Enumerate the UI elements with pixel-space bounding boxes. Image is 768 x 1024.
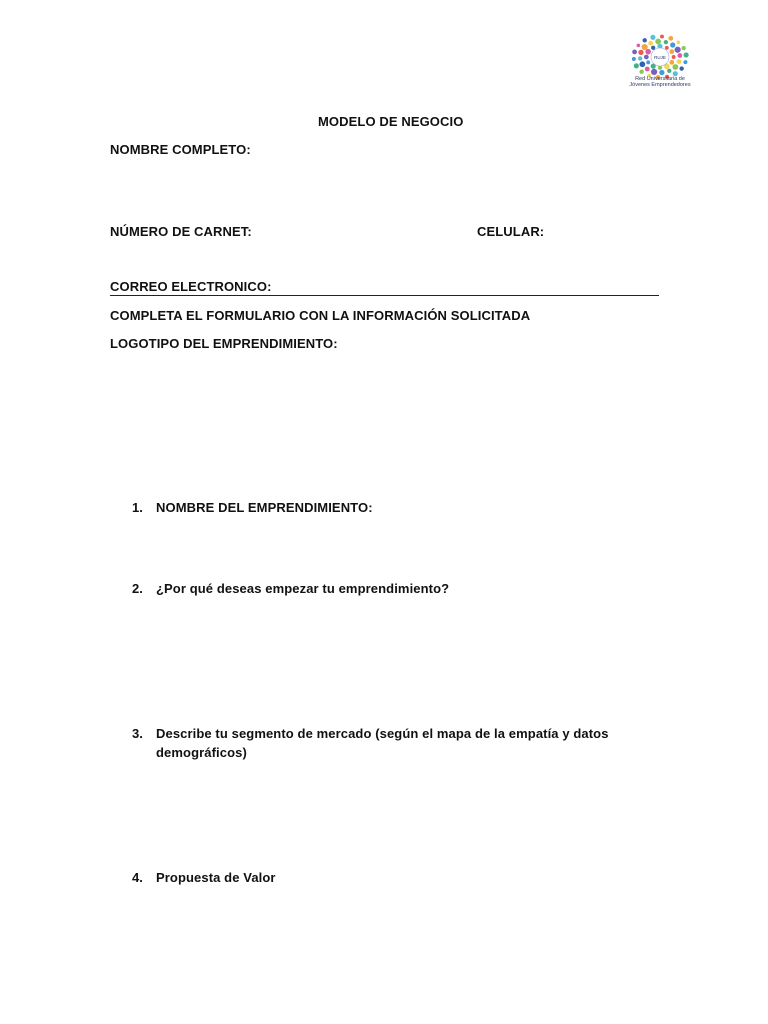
question-4-number: 4. xyxy=(132,870,143,885)
logo-dot xyxy=(650,35,655,40)
logo-caption-line1: Red Universitaria de xyxy=(635,76,685,82)
logo-dot xyxy=(684,52,689,57)
logo-dot xyxy=(642,44,648,50)
logo-dot xyxy=(672,55,676,59)
instructions-text: COMPLETA EL FORMULARIO CON LA INFORMACIÓN SOLICITADA xyxy=(110,308,531,323)
logo-dot xyxy=(665,46,669,50)
logo-dot xyxy=(670,42,675,47)
logo-dot xyxy=(677,41,681,45)
logo-dot xyxy=(639,61,645,67)
logo-dot xyxy=(639,69,643,73)
logo-dot xyxy=(679,66,683,70)
document-title: MODELO DE NEGOCIO xyxy=(318,114,464,129)
logo-dot xyxy=(632,50,637,55)
logo-dot xyxy=(645,49,651,55)
logo-dot xyxy=(638,56,642,60)
logo-dot xyxy=(660,35,664,39)
cellphone-label: CELULAR: xyxy=(477,224,545,239)
logo-dot xyxy=(646,60,650,64)
logo-dot xyxy=(672,64,678,70)
id-number-label: NÚMERO DE CARNET: xyxy=(110,224,252,239)
logo-dot xyxy=(664,40,668,44)
logo-badge: RUJE xyxy=(654,55,666,60)
logo-dot xyxy=(634,63,639,68)
logo-dot xyxy=(683,60,687,64)
logo-caption-line2: Jóvenes Emprendedores xyxy=(629,82,691,88)
question-1-text: NOMBRE DEL EMPRENDIMIENTO: xyxy=(156,500,373,515)
logo-dot xyxy=(655,39,661,45)
question-2-text: ¿Por qué deseas empezar tu emprendimiento? xyxy=(156,581,450,596)
question-2-number: 2. xyxy=(132,581,143,596)
header-divider xyxy=(110,295,659,296)
logo-dot xyxy=(644,55,649,60)
logo-dot xyxy=(648,41,653,46)
logo-dot xyxy=(637,44,641,48)
logo-dot xyxy=(669,60,674,65)
logo-dot xyxy=(632,57,636,61)
question-1-number: 1. xyxy=(132,500,143,515)
logo-dot xyxy=(677,53,682,58)
logo-dot xyxy=(681,46,685,50)
email-label: CORREO ELECTRONICO: xyxy=(110,279,272,294)
logo-dot xyxy=(667,69,671,73)
logo-dot xyxy=(675,47,681,53)
question-3-number: 3. xyxy=(132,726,143,741)
logo-dot xyxy=(651,46,655,50)
logo-dot xyxy=(638,50,643,55)
logo-section-label: LOGOTIPO DEL EMPRENDIMIENTO: xyxy=(110,336,338,351)
full-name-label: NOMBRE COMPLETO: xyxy=(110,142,251,157)
logo-dot xyxy=(668,36,673,41)
logo-dot xyxy=(651,69,657,75)
logo-dot xyxy=(645,67,650,72)
question-4-text: Propuesta de Valor xyxy=(156,870,276,885)
logo-dot xyxy=(643,38,647,42)
question-3-text-line2: demográficos) xyxy=(156,745,247,760)
logo-dot xyxy=(669,49,674,54)
logo-dot xyxy=(677,59,682,64)
logo-dot xyxy=(659,70,664,75)
question-3-text-line1: Describe tu segmento de mercado (según el mapa de la empatía y datos xyxy=(156,726,609,741)
